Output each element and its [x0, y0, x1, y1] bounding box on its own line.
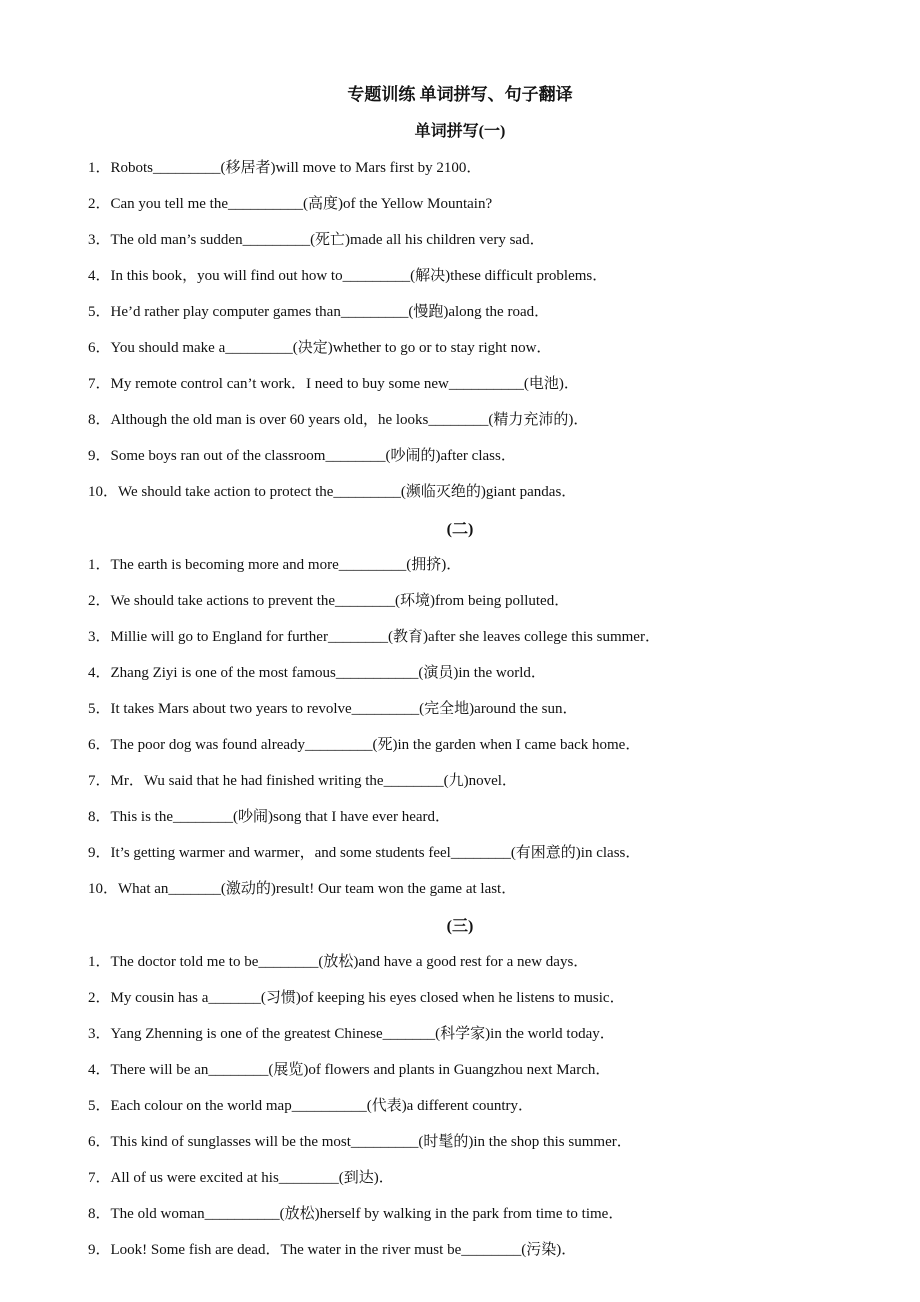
exercise-item: 4．In this book，you will find out how to_________(解决)these difficult problems．	[88, 268, 608, 284]
section-heading: 单词拼写(一)	[414, 123, 506, 140]
exercise-item: 2．We should take actions to prevent the________(环境)from being polluted．	[88, 593, 570, 609]
exercise-item: 4．There will be an________(展览)of flowers and plants in Guangzhou next March．	[88, 1062, 611, 1078]
section-heading: (二)	[446, 521, 474, 538]
exercise-item: 7．My remote control can’t work．I need to buy some new__________(电池)．	[88, 376, 579, 392]
exercise-item: 1．Robots_________(移居者)will move to Mars first by 2100．	[88, 160, 482, 176]
exercise-item: 1．The earth is becoming more and more_________(拥挤)．	[88, 557, 462, 573]
exercise-item: 3．Millie will go to England for further________(教育)after she leaves college this summer．	[88, 629, 660, 645]
exercise-item: 5．Each colour on the world map__________(代表)a different country．	[88, 1098, 534, 1114]
exercise-item: 9．Look! Some fish are dead．The water in the river must be________(污染)．	[88, 1242, 577, 1258]
exercise-item: 5．He’d rather play computer games than_________(慢跑)along the road．	[88, 304, 550, 320]
exercise-item: 6．The poor dog was found already_________(死)in the garden when I came back home．	[88, 737, 641, 753]
exercise-item: 8．The old woman__________(放松)herself by walking in the park from time to time．	[88, 1206, 624, 1222]
exercise-item: 7．Mr．Wu said that he had finished writing the________(九)novel．	[88, 773, 517, 789]
exercise-item: 3．Yang Zhenning is one of the greatest Chinese_______(科学家)in the world today．	[88, 1026, 615, 1042]
exercise-item: 9．It’s getting warmer and warmer，and some students feel________(有困意的)in class．	[88, 845, 641, 861]
exercise-item: 8．This is the________(吵闹)song that I have ever heard．	[88, 809, 450, 825]
exercise-item: 10．We should take action to protect the_________(濒临灭绝的)giant pandas．	[88, 484, 577, 500]
exercise-item: 5．It takes Mars about two years to revolve_________(完全地)around the sun．	[88, 701, 578, 717]
section-heading: (三)	[446, 918, 474, 935]
exercise-item: 8．Although the old man is over 60 years old，he looks________(精力充沛的)．	[88, 412, 589, 428]
exercise-item: 2．My cousin has a_______(习惯)of keeping his eyes closed when he listens to music．	[88, 990, 625, 1006]
exercise-item: 4．Zhang Ziyi is one of the most famous___________(演员)in the world．	[88, 665, 546, 681]
exercise-item: 7．All of us were excited at his________(到达)．	[88, 1170, 394, 1186]
exercise-item: 6．This kind of sunglasses will be the most_________(时髦的)in the shop this summer．	[88, 1134, 632, 1150]
document-title: 专题训练 单词拼写、句子翻译	[347, 85, 573, 104]
exercise-item: 9．Some boys ran out of the classroom________(吵闹的)after class．	[88, 448, 516, 464]
exercise-item: 6．You should make a_________(决定)whether to go or to stay right now．	[88, 340, 552, 356]
exercise-item: 10．What an_______(激动的)result! Our team won the game at last．	[88, 881, 517, 897]
exercise-item: 1．The doctor told me to be________(放松)and have a good rest for a new days．	[88, 954, 589, 970]
exercise-item: 2．Can you tell me the__________(高度)of the Yellow Mountain?	[88, 196, 493, 212]
exercise-item: 3．The old man’s sudden_________(死亡)made all his children very sad．	[88, 232, 545, 248]
